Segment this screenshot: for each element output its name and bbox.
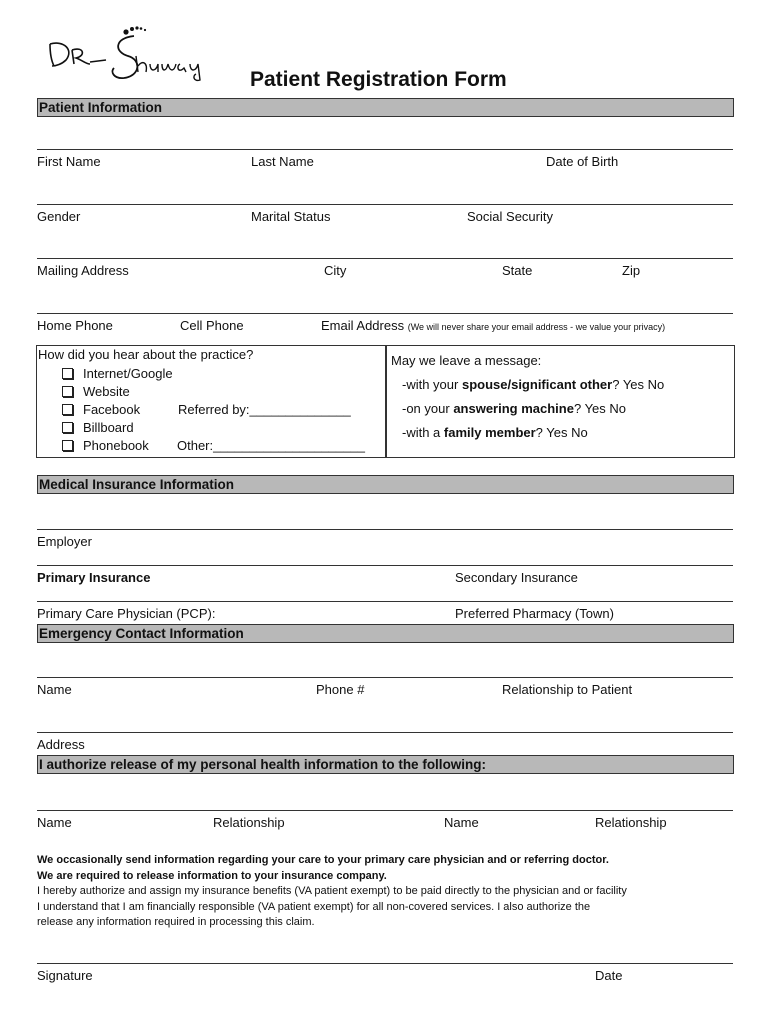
release-relationship-2-label: Relationship [595, 815, 667, 830]
emergency-phone-label: Phone # [316, 682, 365, 697]
cell-phone-label: Cell Phone [180, 318, 244, 333]
field-line[interactable] [37, 149, 733, 150]
field-line[interactable] [37, 810, 733, 811]
checkbox-icon[interactable] [62, 386, 73, 397]
last-name-label: Last Name [251, 154, 314, 169]
checkbox-icon[interactable] [62, 404, 73, 415]
release-name-2-label: Name [444, 815, 479, 830]
checkbox-icon[interactable] [62, 422, 73, 433]
emergency-name-label: Name [37, 682, 72, 697]
option-billboard[interactable]: Billboard [62, 420, 134, 435]
notice-line: We occasionally send information regarding your care to your primary care physician and or referring doctor. [37, 854, 609, 866]
message-spouse[interactable]: -with your spouse/significant other? Yes No [402, 377, 665, 392]
release-name-1-label: Name [37, 815, 72, 830]
option-internet[interactable]: Internet/Google [62, 366, 173, 381]
authorization-notice [37, 853, 737, 931]
notice-line: I understand that I am financially responsible (VA patient exempt) for all non-covered services. I also authorize the [37, 900, 591, 913]
message-machine[interactable]: -on your answering machine? Yes No [402, 401, 627, 416]
home-phone-label: Home Phone [37, 318, 113, 333]
signature-line[interactable] [37, 963, 733, 964]
message-family[interactable]: -with a family member? Yes No [402, 425, 588, 440]
marital-status-label: Marital Status [251, 209, 331, 224]
notice-line: release any information required in processing this claim. [37, 916, 315, 928]
mailing-address-label: Mailing Address [37, 263, 129, 278]
section-release: I authorize release of my personal health information to the following: [37, 755, 734, 774]
checkbox-icon[interactable] [62, 368, 73, 379]
field-line[interactable] [37, 204, 733, 205]
email-label: Email Address (We will never share your email address - we value your privacy) [321, 318, 666, 333]
section-patient-info: Patient Information [37, 98, 734, 117]
emergency-relationship-label: Relationship to Patient [502, 682, 633, 697]
email-privacy-note: (We will never share your email address - we value your privacy) [407, 322, 666, 332]
notice-line: I hereby authorize and assign my insurance benefits (VA patient exempt) to be paid directly to the physician and or facility [37, 885, 627, 897]
option-website[interactable]: Website [62, 384, 130, 399]
field-line[interactable] [37, 732, 733, 733]
field-line[interactable] [37, 313, 733, 314]
message-question: May we leave a message: [391, 353, 542, 368]
employer-label: Employer [37, 534, 92, 549]
dob-label: Date of Birth [546, 154, 619, 169]
field-line[interactable] [37, 565, 733, 566]
date-label: Date [595, 968, 623, 983]
signature-label: Signature [37, 968, 93, 983]
city-label: City [324, 263, 347, 278]
release-relationship-1-label: Relationship [213, 815, 285, 830]
option-facebook[interactable]: Facebook [62, 402, 140, 417]
checkbox-icon[interactable] [62, 440, 73, 451]
primary-insurance-label: Primary Insurance [37, 570, 151, 585]
referred-by-field[interactable]: Referred by:______________ [178, 402, 351, 417]
practice-logo [44, 22, 216, 86]
section-insurance: Medical Insurance Information [37, 475, 734, 494]
pharmacy-label: Preferred Pharmacy (Town) [455, 606, 614, 621]
form-title: Patient Registration Form [250, 68, 507, 91]
field-line[interactable] [37, 258, 733, 259]
section-emergency: Emergency Contact Information [37, 624, 734, 643]
ssn-label: Social Security [467, 209, 553, 224]
secondary-insurance-label: Secondary Insurance [455, 570, 578, 585]
hear-question: How did you hear about the practice? [38, 347, 254, 362]
first-name-label: First Name [37, 154, 101, 169]
option-phonebook[interactable]: Phonebook [62, 438, 149, 453]
other-field[interactable]: Other:_____________________ [177, 438, 365, 453]
pcp-label: Primary Care Physician (PCP): [37, 606, 216, 621]
zip-label: Zip [622, 263, 641, 278]
field-line[interactable] [37, 601, 733, 602]
emergency-address-label: Address [37, 737, 85, 752]
notice-line: We are required to release information to your insurance company. [37, 869, 387, 882]
field-line[interactable] [37, 677, 733, 678]
field-line[interactable] [37, 529, 733, 530]
gender-label: Gender [37, 209, 81, 224]
state-label: State [502, 263, 533, 278]
